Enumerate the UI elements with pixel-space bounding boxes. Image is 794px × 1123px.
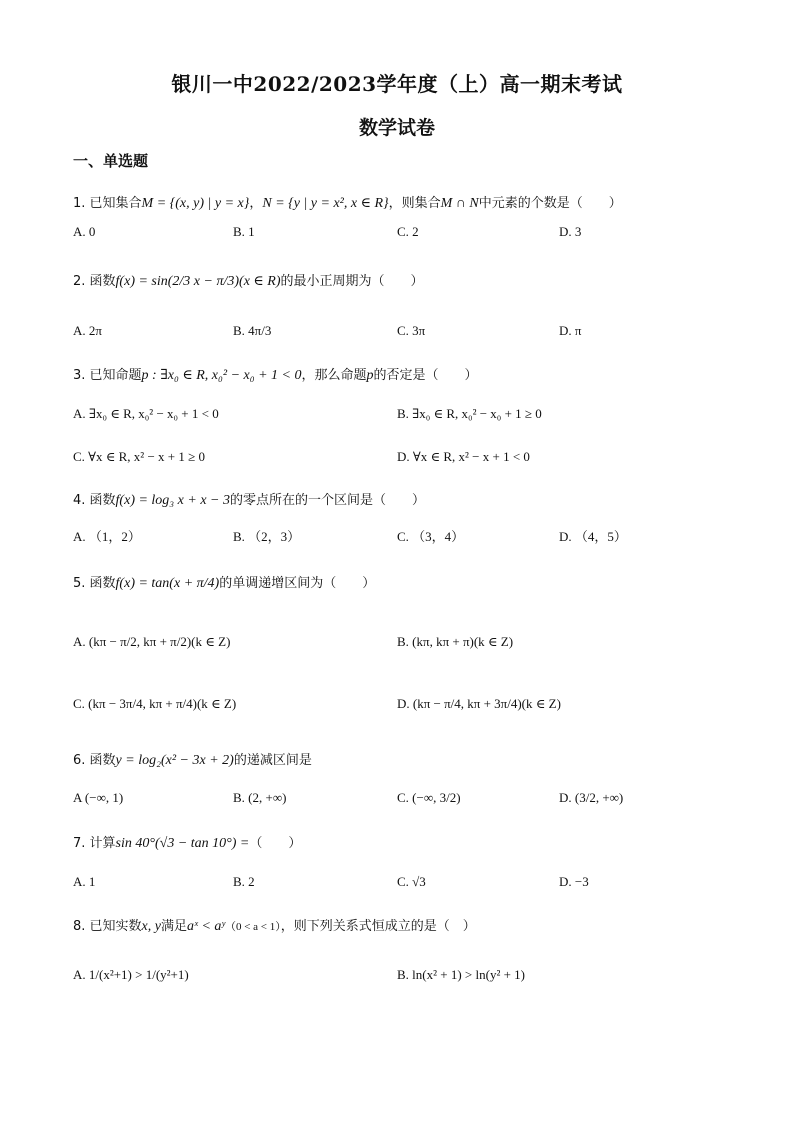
q3-math-p: p	[366, 368, 374, 383]
q4-option-c: C. （3，4）	[397, 529, 465, 544]
q3-text-b: ，那么命题	[301, 368, 367, 383]
question-4-stem	[73, 489, 425, 509]
q3-option-d: D. ∀x ∈ R, x² − x + 1 < 0	[397, 449, 530, 464]
q1-math-intersection: M ∩ N	[440, 196, 479, 211]
q1-text-c: 中元素的个数是（ ）	[478, 196, 622, 211]
q7-option-d: D. −3	[559, 874, 589, 889]
q1-text-a: 1. 已知集合	[73, 196, 142, 211]
q4-text-a: 4. 函数	[73, 493, 116, 508]
exam-title: 银川一中2022/2023学年度（上）高一期末考试	[171, 72, 623, 96]
question-6-stem	[73, 749, 312, 769]
q8-option-b: B. ln(x² + 1) > ln(y² + 1)	[397, 967, 526, 982]
q7-option-a: A. 1	[73, 874, 96, 889]
q1-text-b: ，则集合	[388, 196, 441, 211]
q2-math: f(x) = sin(2/3 x − π/3)(x ∈ R)	[115, 274, 281, 289]
q8-math-ineq: aˣ < aʸ	[187, 919, 225, 934]
q8-text-c: ，则下列关系式恒成立的是（ ）	[280, 919, 476, 934]
q2-option-b: B. 4π/3	[233, 323, 272, 338]
q5-option-d: D. (kπ − π/4, kπ + 3π/4)(k ∈ Z)	[397, 696, 561, 711]
q1-option-d: D. 3	[559, 224, 582, 239]
question-7-stem	[73, 832, 301, 852]
q1-sep: ，	[249, 196, 263, 211]
q8-text-b: 满足	[160, 919, 187, 934]
q6-option-d: D. (3/2, +∞)	[559, 790, 624, 805]
question-5-stem	[73, 572, 375, 592]
q2-text-b: 的最小正周期为（ ）	[280, 274, 424, 289]
q5-text-b: 的单调递增区间为（ ）	[219, 576, 376, 591]
q6-text-a: 6. 函数	[73, 753, 116, 768]
q7-math: sin 40°(√3 − tan 10°) =	[115, 836, 250, 851]
q5-text-a: 5. 函数	[73, 576, 116, 591]
q7-option-c: C. √3	[397, 874, 426, 889]
q6-option-b: B. (2, +∞)	[233, 790, 287, 805]
q7-option-b: B. 2	[233, 874, 255, 889]
section-heading: 一、单选题	[73, 152, 149, 170]
q3-text-a: 3. 已知命题	[73, 368, 142, 383]
q3-math-proposition: p : ∃x₀ ∈ R, x₀² − x₀ + 1 < 0	[141, 368, 302, 383]
q2-option-c: C. 3π	[397, 323, 426, 338]
q1-option-a: A. 0	[73, 224, 96, 239]
question-1-stem	[73, 192, 622, 212]
q2-option-d: D. π	[559, 323, 582, 338]
q2-text-a: 2. 函数	[73, 274, 116, 289]
q7-text-b: （ ）	[249, 836, 302, 851]
q1-option-c: C. 2	[397, 224, 419, 239]
q3-option-c: C. ∀x ∈ R, x² − x + 1 ≥ 0	[73, 449, 206, 464]
q3-text-c: 的否定是（ ）	[373, 368, 478, 383]
q3-option-b: B. ∃x₀ ∈ R, x₀² − x₀ + 1 ≥ 0	[397, 406, 542, 421]
q5-math: f(x) = tan(x + π/4)	[115, 576, 220, 591]
q1-math-m: M = {(x, y) | y = x}	[141, 196, 250, 211]
q8-math-condition: （0 < a < 1）	[224, 921, 281, 933]
q2-option-a: A. 2π	[73, 323, 102, 338]
exam-subtitle: 数学试卷	[358, 117, 435, 139]
q1-option-b: B. 1	[233, 224, 255, 239]
q8-math-vars: x, y	[141, 919, 161, 934]
q4-math: f(x) = log₃ x + x − 3	[115, 493, 231, 508]
q8-text-a: 8. 已知实数	[73, 919, 142, 934]
question-3-stem	[73, 364, 478, 384]
q4-text-b: 的零点所在的一个区间是（ ）	[230, 493, 426, 508]
q6-option-c: C. (−∞, 3/2)	[397, 790, 461, 805]
q5-option-a: A. (kπ − π/2, kπ + π/2)(k ∈ Z)	[73, 634, 231, 649]
q1-math-n: N = {y | y = x², x ∈ R}	[262, 196, 389, 211]
q6-math: y = log₂(x² − 3x + 2)	[115, 753, 234, 768]
q3-option-a: A. ∃x₀ ∈ R, x₀² − x₀ + 1 < 0	[73, 406, 219, 421]
q4-option-a: A. （1，2）	[73, 529, 141, 544]
q4-option-b: B. （2，3）	[233, 529, 301, 544]
question-2-stem	[73, 270, 424, 290]
q6-option-a: A (−∞, 1)	[73, 790, 124, 805]
q4-option-d: D. （4，5）	[559, 529, 627, 544]
q5-option-c: C. (kπ − 3π/4, kπ + π/4)(k ∈ Z)	[73, 696, 237, 711]
q6-text-b: 的递减区间是	[233, 753, 312, 768]
q5-option-b: B. (kπ, kπ + π)(k ∈ Z)	[397, 634, 514, 649]
q7-text-a: 7. 计算	[73, 836, 116, 851]
q8-option-a: A. 1/(x²+1) > 1/(y²+1)	[73, 967, 189, 982]
question-8-stem	[73, 915, 476, 935]
